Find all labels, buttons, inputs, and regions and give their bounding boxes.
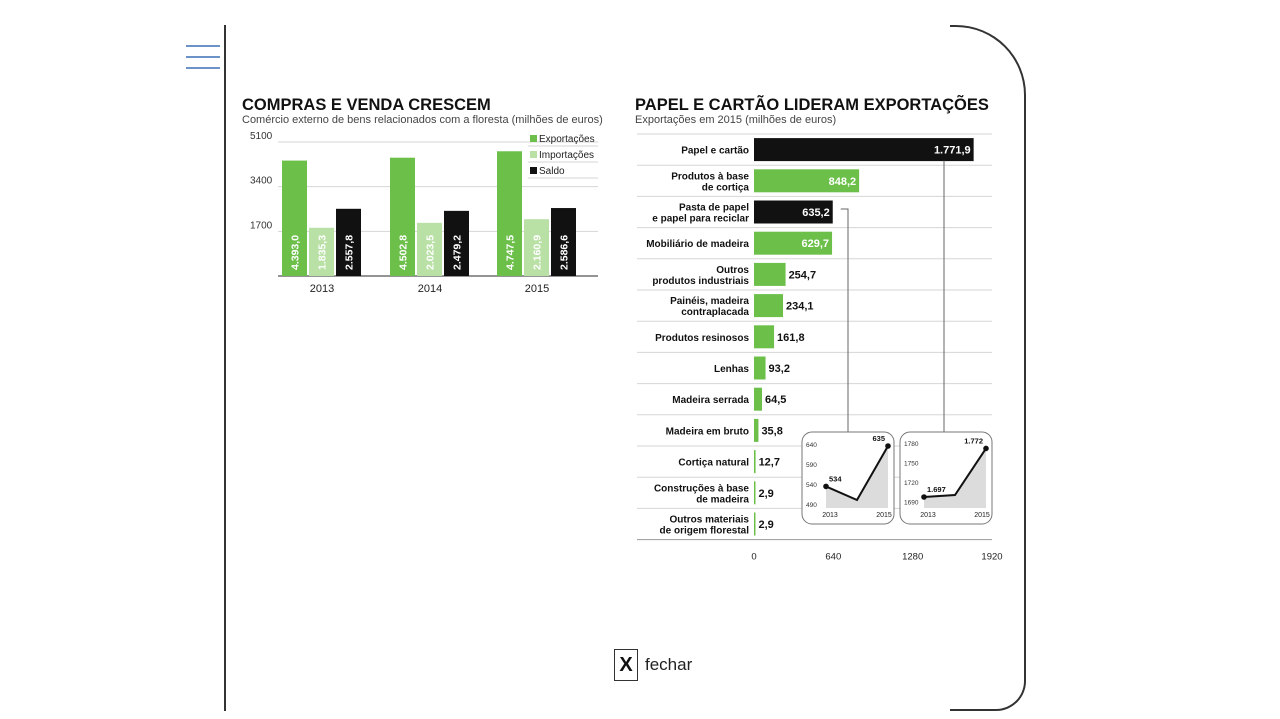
y-tick-label: 490: [806, 502, 817, 509]
data-label: 161,8: [777, 331, 805, 344]
x-tick-label: 1920: [981, 551, 1003, 563]
category-label: Outros: [716, 264, 749, 276]
x-tick-label: 2013: [920, 512, 936, 519]
y-tick-label: 590: [806, 462, 817, 469]
data-label: 534: [829, 474, 842, 484]
data-label: 234,1: [786, 300, 814, 313]
data-label: 2.557,8: [343, 234, 356, 270]
category-label: e papel para reciclar: [652, 213, 749, 225]
connector-line: [841, 209, 848, 432]
close-label: fechar: [645, 655, 693, 674]
legend-swatch: [530, 151, 537, 158]
data-label: 12,7: [758, 456, 780, 469]
bar: [754, 419, 758, 442]
x-tick-label: 2015: [524, 283, 550, 295]
category-label: Outros materiais: [669, 514, 749, 526]
bar: [754, 357, 766, 380]
category-label: Mobiliário de madeira: [646, 239, 749, 251]
chart-title: COMPRAS E VENDA CRESCEM: [242, 96, 491, 114]
y-tick-label: 540: [806, 482, 817, 489]
legend-label: Saldo: [539, 166, 565, 177]
bar: [754, 294, 783, 317]
category-label: Pasta de papel: [678, 202, 749, 214]
x-tick-label: 2013: [309, 283, 335, 295]
bar: [754, 450, 756, 473]
category-label: Papel e cartão: [681, 145, 749, 157]
bar: [754, 325, 774, 348]
data-label: 64,5: [764, 394, 787, 407]
chart-trade: [240, 92, 620, 307]
x-tick-label: 2013: [822, 512, 838, 519]
x-tick-label: 1280: [902, 551, 924, 563]
y-tick-label: 1700: [250, 220, 273, 232]
x-tick-label: 2015: [974, 512, 990, 519]
data-label: 1.771,9: [933, 144, 971, 157]
data-point: [921, 494, 927, 500]
data-label: 629,7: [801, 238, 830, 251]
category-label: Madeira serrada: [672, 395, 749, 407]
data-point: [885, 443, 891, 449]
data-label: 35,8: [761, 425, 783, 438]
x-tick-label: 2015: [876, 512, 892, 519]
y-tick-label: 1780: [904, 441, 919, 449]
bar: [754, 513, 756, 536]
category-label: Produtos resinosos: [655, 332, 749, 344]
category-label: de cortiça: [701, 182, 749, 194]
data-point: [823, 484, 829, 490]
data-point: [983, 446, 989, 452]
data-label: 1.697: [927, 484, 946, 494]
x-tick-label: 2014: [417, 283, 443, 295]
data-label: 4.747,5: [504, 234, 517, 270]
data-label: 93,2: [768, 363, 790, 375]
bar: [754, 388, 762, 411]
x-tick-label: 0: [751, 551, 757, 563]
data-label: 635,2: [802, 207, 830, 219]
chart-exports: [630, 92, 1003, 567]
category-label: Construções à base: [653, 483, 749, 495]
page-frame-left: [224, 25, 226, 711]
close-icon: X: [614, 649, 638, 681]
data-label: 635: [872, 434, 885, 443]
legend-swatch: [530, 135, 537, 142]
category-label: Lenhas: [713, 364, 749, 375]
y-tick-label: 5100: [250, 131, 273, 142]
data-label: 2.160,9: [531, 234, 544, 270]
category-label: contraplacada: [681, 307, 749, 319]
x-tick-label: 640: [825, 551, 842, 563]
hamburger-menu-icon[interactable]: [186, 45, 220, 73]
y-tick-label: 1720: [904, 480, 919, 488]
bar: [754, 263, 786, 286]
close-button[interactable]: [614, 649, 692, 681]
category-label: produtos industriais: [652, 275, 749, 287]
data-label: 4.502,8: [397, 234, 410, 270]
chart-subtitle: Exportações em 2015 (milhões de euros): [635, 114, 837, 126]
data-label: 848,2: [828, 175, 857, 188]
category-label: de origem florestal: [659, 525, 749, 537]
legend-label: Exportações: [539, 134, 595, 145]
bar: [754, 481, 756, 504]
y-tick-label: 1750: [904, 460, 919, 468]
data-label: 2,9: [758, 519, 774, 531]
data-label: 2,9: [758, 487, 774, 500]
data-label: 254,7: [788, 269, 817, 282]
data-label: 2.586,6: [558, 234, 571, 270]
chart-title: PAPEL E CARTÃO LIDERAM EXPORTAÇÕES: [635, 96, 989, 114]
data-label: 2.023,5: [424, 234, 437, 270]
data-label: 4.393,0: [289, 234, 302, 270]
y-tick-label: 3400: [250, 175, 273, 187]
category-label: Painéis, madeira: [670, 296, 749, 308]
category-label: de madeira: [696, 494, 749, 506]
chart-subtitle: Comércio externo de bens relacionados com a floresta (milhões de euros): [242, 114, 603, 126]
y-tick-label: 1690: [904, 499, 919, 507]
category-label: Madeira em bruto: [665, 426, 749, 438]
data-label: 1.772: [964, 436, 983, 446]
category-label: Produtos à base: [671, 171, 749, 183]
legend-label: Importações: [539, 150, 595, 161]
category-label: Cortiça natural: [678, 457, 749, 469]
y-tick-label: 640: [806, 442, 817, 449]
data-label: 2.479,2: [451, 234, 464, 270]
data-label: 1.835,3: [316, 234, 329, 270]
legend-swatch: [530, 167, 537, 174]
